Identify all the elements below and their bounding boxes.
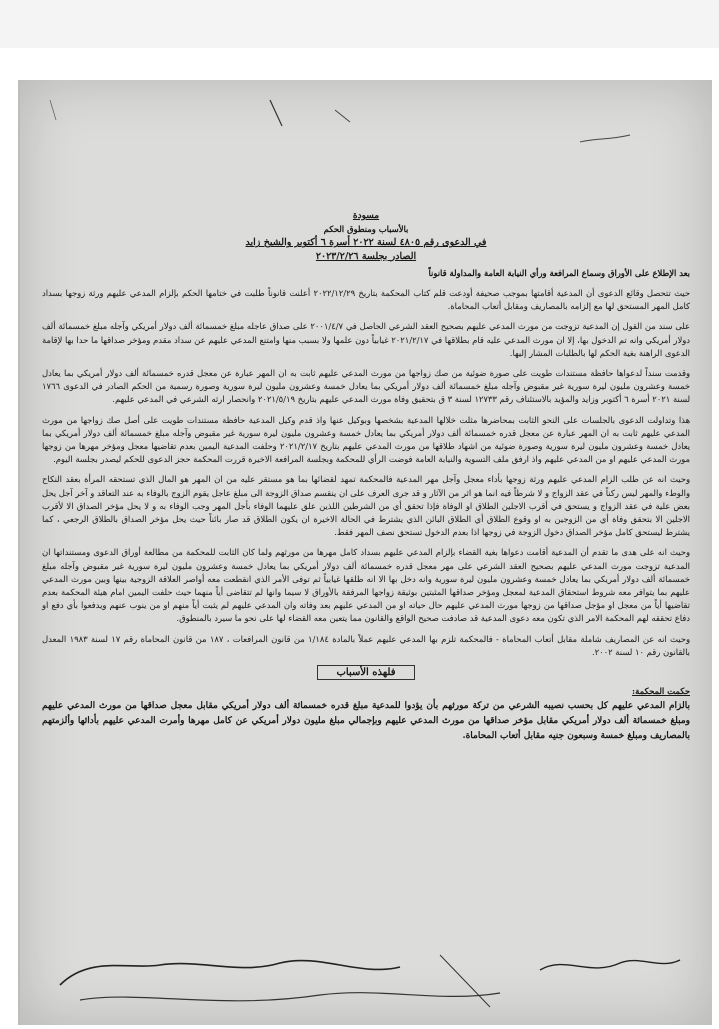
scanned-document-page — [18, 80, 712, 1025]
paragraph-sessions: هذا وتداولت الدعوى بالجلسات على النحو الثابت بمحاضرها مثلت خلالها المدعية بشخصها وبوكيل عنها واذ قدم وكيل المدعية حافظة مستندات طويت على أصل صك زواجها من مورث المدعي عليهم ثابت به ان المهر عبارة عن معجل قدره خمسمائة ألف دولار أمريكي بما يعادل خمسة وعشرون مليون ليرة سورية غير مقبوض وآجله مبلغ خمسمائة ألف دولار أمريكي بما يعادل خمسة وعشرون مليون ليرة سورية وصورة ضوئية من اشهاد طلاقها من مورث المدعي عليهم بتاريخ ٢٠٢١/٢/١٧ وحلفت المدعية اليمين بعدم تقاضيها معجل ومؤخر مهرها من زوجها مورث المدعي عليهم او من المدعي عليهم واذ ارفق ملف التسوية والنيابة العامة فوضت الرأي للمحكمة وبجلسة المرافعة الاخيرة قررت المحكمة حجز الدعوى للحكم ليصدر بجلسة اليوم. — [42, 414, 691, 465]
paragraph-application: وحيث انه على هدى ما تقدم أن المدعية أقامت دعواها بغية القضاء بإلزام المدعي عليهم بسداد كامل مهرها من مورثهم ولما كان الثابت للمحكمة من مطالعة أوراق الدعوى ومستنداتها ان المدعية تزوجت مورث المدعي عليهم بصحيح العقد الشرعي على مهر معجل قدره خمسمائة ألف دولار أمريكي بما يعادل خمسة وعشرون مليون ليرة سورية غير مقبوض وآجله مبلغ خمسمائة ألف دولار أمريكي بما يعادل خمسة وعشرون مليون ليرة سورية وانه دخل بها الا انه طلقها غيابياً ثم توفى الأمر الذي انقطعت معه أواصر العلاقة الزوجية بينها وبين مورث المدعي عليهم بما يتوافر معه شروط استحقاق المدعية لمعجل ومؤخر صداقها المثبتين بوثيقة زواجها المرفقة بالأوراق لا سيما وانها لم تتقاضى أياً منهما حيث حلفت اليمين امام هيئة المحكمة بعدم تقاضيها أياً من معجل او مؤجل صداقها من زوجها مورث المدعي عليهم حال حياته او من المدعي عليهم بعد وفاته وان المدعي عليهم لم يثبت أياً منهم او من ينوب عنهم ويدفعوا بأي دفع او دفاع تحققه لهم المحكمة الامر الذي تكون معه دعوى المدعية قد صادفت صحيح الواقع والقانون مما يتعين معه القضاء لها على نحو ما سيرد بالمنطوق. — [42, 547, 690, 624]
paragraph-facts: حيث تتحصل وقائع الدعوى أن المدعية أقامتها بموجب صحيفة أودعت قلم كتاب المحكمة بتاريخ ٢٠٢٢/١٢/٢٩ أعلنت قانوناً طلبت في ختامها الحكم بإلزام المدعي عليهم ورثة زوجها بسداد كامل المهر المستحق لها مع إلزامه بالمصاريف ومقابل أتعاب المحاماة. — [42, 288, 691, 312]
session-date-line: الصادر بجلسة ٢٠٢٣/٢/٢٦ — [315, 250, 417, 262]
document-header-line: بالأسباب ومنطوق الحكم — [323, 224, 409, 235]
reasons-heading — [42, 666, 690, 679]
document-body — [42, 210, 690, 744]
top-spacer — [0, 48, 719, 76]
verdict-text: بالزام المدعي عليهم كل بحسب نصيبه الشرعي من تركة مورثهم بأن يؤدوا للمدعية مبلغ قدره خمسمائة ألف دولار أمريكي مقابل معجل صداقها من مورث المدعي عليهم ومبلغ خمسمائة ألف دولار أمريكي مقابل مؤخر صداقها من مورث المدعي عليهم وبإجمالي مبلغ مليون دولار أمريكي عن كامل مهرها وأمرت المدعي عليهم بأدائها وألزمتهم بالمصاريف ومبلغ خمسة وسبعون جنيه مقابل أتعاب المحاماة. — [42, 700, 690, 741]
preamble: بعد الإطلاع على الأوراق وسماع المرافعة ورأي النيابة العامة والمداولة قانوناً — [428, 267, 690, 278]
paragraph-evidence: وقدمت سنداً لدعواها حافظة مستندات طويت على صورة ضوئية من صك زواجها من مورث المدعي عليهم ثابت به ان المهر عبارة عن معجل قدره خمسمائة ألف دولار أمريكي بما يعادل خمسة وعشرون مليون ليرة سورية غير مقبوض وآجله مبلغ خمسمائة ألف دولار أمريكي بما يعادل خمسة وعشرون مليون ليرة سورية وصورة رسمية من الحكم الصادر في الدعوى ١٧٦٦ لسنة ٢٠٢١ أسرة ٦ أكتوبر وزايد والمؤيد بالاستئناف رقم ١٢٧٣٣ لسنة ٣ ق بتحقيق وفاة مورث المدعي عليهم بتاريخ ٢٠٢١/٥/١٩ وانحصار ارثه الشرعي في المدعي عليهم. — [42, 368, 690, 405]
handwritten-marks-top — [20, 80, 712, 200]
verdict-heading: حكمت المحكمة: — [632, 686, 690, 697]
reasons-heading-text: فلهذه الأسباب — [317, 665, 414, 680]
paragraph-claim: على سند من القول إن المدعية تزوجت من مورث المدعي عليهم بصحيح العقد الشرعي الحاصل في ٢٠٠١/٤/٧ على صداق عاجله مبلغ خمسمائة ألف دولار أمريكي وآجله مبلغ خمسمائة ألف دولار أمريكي وانه تم الدخول بها، إلا ان مورث المدعي عليه قام بطلاقها في ٢٠٢١/٢/١٧ غيابياً دون علمها ولا بسبب منها وامتنع المدعي عليهم عن سداد مقدم ومؤخر صداقها ما حدا بها لإقامة الدعوى الراهنة بغية الحكم لها بالطلبات المشار إليها. — [42, 321, 690, 358]
draft-label: مسودة — [352, 211, 380, 221]
case-number-line: في الدعوى رقم ٤٨٠٥ لسنة ٢٠٢٢ أسرة ٦ أكتوبر والشيخ زايد — [245, 237, 487, 249]
paragraph-legal-basis: وحيث انه عن طلب الزام المدعي عليهم ورثة زوجها بأداء معجل وآجل مهر المدعية فالمحكمة تمهد لقضائها بما هو مستقر عليه من ان المهر هو المال الذي تستحقه المرأة بعقد النكاح والوطء والمهر ليس ركناً في عقد الزواج و لا شرطاً فيه انما هو اثر من الآثار و قد جرى العرف على ان ينقسم صداق الزوجة الى مبلغ عاجل يقوم الزوج بالوفاء به عند التعاقد و آخر آجل يحل بعض علية في عقد الزواج و يستحق في أقرب الاجلين الطلاق او الوفاة فإذا تحقق أي من الشرطين اللذين علق عليهما الوفاء بأجل المهر وجب الوفاء به و لا يحل مؤخر الصداق الا لأقرب الاجلين الا بتحقق وفاة أي من الزوجين به او وقوع الطلاق أي الطلاق البائن الذي يشترط في الحالة الاخيرة ان يكون الطلاق قد صار بائناً حيث يحل مؤخر الصداق بالطلاق الرجعي ، كما يشترط ليستحق كامل مؤخر الصداق دخول الزوجة في زوجها اذا بعدم الدخول تستحق نصف المهر فقط. — [42, 474, 690, 538]
top-app-bar — [0, 0, 719, 49]
handwritten-signature — [20, 915, 712, 1025]
paragraph-costs: وحيث انه عن المصاريف شاملة مقابل أتعاب المحاماة - فالمحكمة تلزم بها المدعي عليهم عملاً بالمادة ١/١٨٤ من قانون المرافعات ، ١٨٧ من قانون المحاماة رقم ١٧ لسنة ١٩٨٣ المعدل بالقانون رقم ١٠ لسنة ٢٠٠٢. — [42, 633, 691, 657]
